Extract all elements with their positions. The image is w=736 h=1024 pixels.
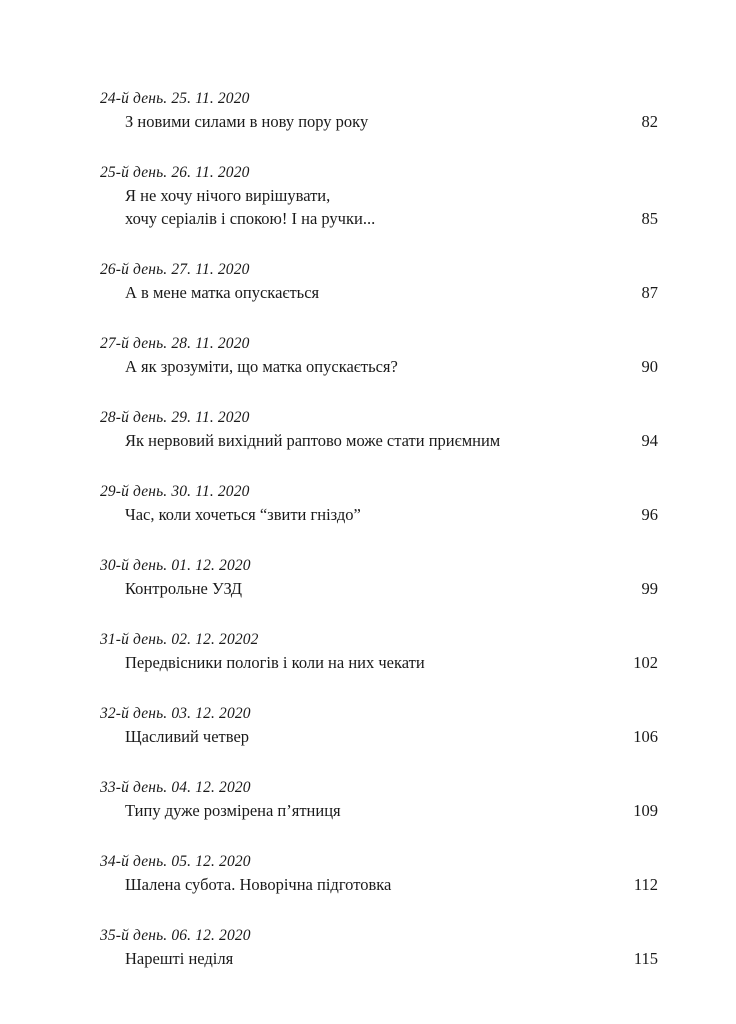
toc-entry-date: 31-й день. 02. 12. 20202 [100,631,259,648]
toc-entry-body [100,725,658,748]
toc-entry-date: 29-й день. 30. 11. 2020 [100,483,250,500]
toc-entry-page-number[interactable]: 94 [641,431,658,450]
toc-entry-date: 34-й день. 05. 12. 2020 [100,853,251,870]
toc-entry-page-number[interactable]: 106 [633,727,658,746]
toc-entry-page-number[interactable]: 87 [641,283,658,302]
toc-entry-body [100,281,658,304]
toc-entry-title-line: Шалена субота. Новорічна підготовка [125,875,392,894]
toc-entry[interactable] [100,555,658,600]
toc-entry-title-line: хочу серіалів і спокою! І на ручки... [125,209,376,228]
toc-entry-title[interactable] [125,577,258,600]
toc-entry-body [100,503,658,526]
toc-entry-title-line: Як нервовий вихідний раптово може стати приємним [125,431,501,450]
toc-entry-body [100,651,658,674]
toc-entry-title[interactable] [125,355,414,378]
toc-entry[interactable] [100,703,658,748]
toc-entry-page-number[interactable]: 109 [633,801,658,820]
toc-entry[interactable] [100,88,658,133]
toc-entry[interactable] [100,259,658,304]
toc-entry-title[interactable] [125,799,357,822]
toc-entry-title[interactable] [125,873,407,896]
toc-entry[interactable] [100,629,658,674]
toc-entry-page-number[interactable]: 115 [633,949,658,968]
toc-entry-page-number[interactable]: 102 [633,653,658,672]
toc-entry[interactable] [100,407,658,452]
toc-entry-title-line: Контрольне УЗД [125,579,242,598]
toc-entry-date: 26-й день. 27. 11. 2020 [100,261,250,278]
toc-entry[interactable] [100,777,658,822]
toc-entry[interactable] [100,333,658,378]
toc-entry-title-line: Час, коли хочеться “звити гніздо” [125,505,361,524]
toc-entry-date: 33-й день. 04. 12. 2020 [100,779,251,796]
toc-entry-title-line: Нарешті неділя [125,949,234,968]
toc-entry-title[interactable] [125,110,384,133]
toc-entry-body [100,873,658,896]
toc-entry[interactable] [100,162,658,230]
toc-entry-page-number[interactable]: 82 [641,112,658,131]
toc-entry-page-number[interactable]: 85 [641,209,658,228]
table-of-contents [100,88,658,970]
toc-entry-page-number[interactable]: 90 [641,357,658,376]
toc-entry-date: 28-й день. 29. 11. 2020 [100,409,250,426]
toc-entry[interactable] [100,851,658,896]
toc-entry-title-line: Типу дуже розмірена п’ятниця [125,801,341,820]
toc-entry-date: 24-й день. 25. 11. 2020 [100,90,250,107]
toc-entry-body [100,429,658,452]
toc-entry-page-number[interactable]: 112 [633,875,658,894]
toc-entry-body [100,110,658,133]
toc-entry[interactable] [100,481,658,526]
toc-entry-title-line: Щасливий четвер [125,727,250,746]
toc-entry-page-number[interactable]: 99 [641,579,658,598]
toc-entry[interactable] [100,925,658,970]
toc-entry-title[interactable] [125,947,249,970]
toc-entry-date: 27-й день. 28. 11. 2020 [100,335,250,352]
toc-entry-title-line: Передвісники пологів і коли на них чекати [125,653,425,672]
toc-entry-date: 35-й день. 06. 12. 2020 [100,927,251,944]
toc-entry-title[interactable] [125,184,391,230]
toc-entry-title-line: З новими силами в нову пору року [125,112,369,131]
toc-entry-body [100,355,658,378]
toc-entry-title-line: Я не хочу нічого вирішувати, [125,186,331,205]
toc-entry-title[interactable] [125,651,441,674]
toc-entry-date: 25-й день. 26. 11. 2020 [100,164,250,181]
toc-entry-body [100,947,658,970]
toc-entry-body [100,799,658,822]
toc-entry-title[interactable] [125,725,265,748]
toc-entry-body [100,577,658,600]
toc-entry-date: 30-й день. 01. 12. 2020 [100,557,251,574]
toc-entry-title[interactable] [125,503,377,526]
toc-entry-title[interactable] [125,429,516,452]
toc-entry-title[interactable] [125,281,335,304]
toc-entry-title-line: А як зрозуміти, що матка опускається? [125,357,398,376]
toc-entry-body [100,184,658,230]
toc-entry-title-line: А в мене матка опускається [125,283,320,302]
toc-entry-date: 32-й день. 03. 12. 2020 [100,705,251,722]
toc-entry-page-number[interactable]: 96 [641,505,658,524]
